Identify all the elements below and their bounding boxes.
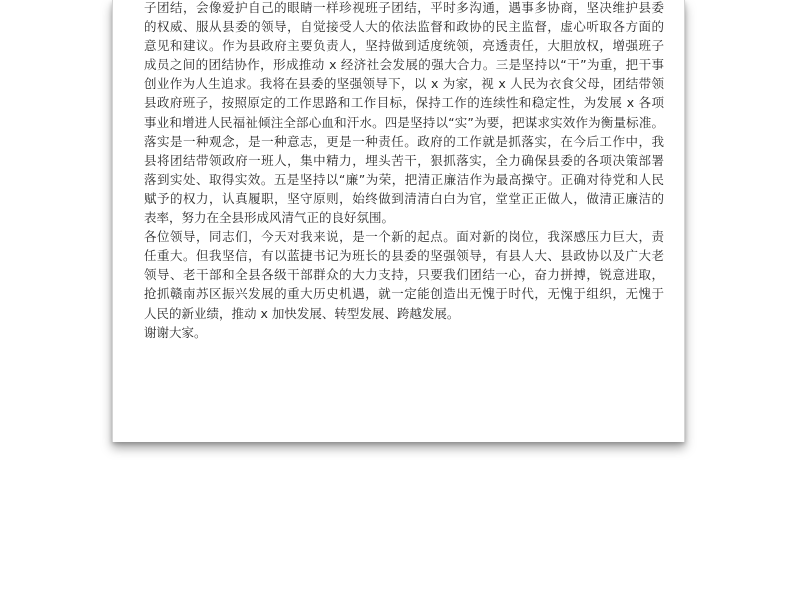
text-line: 谢谢大家。 [144,324,207,340]
text-line: 赋予的权力，认真履职，坚守原则，始终做到清清白白为官，堂堂正正做人，做清正廉洁的 [144,190,664,206]
text-line: 表率，努力在全县形成风清气正的良好氛围。 [144,210,395,226]
text-line: 子团结，会像爱护自己的眼睛一样珍视班子团结，平时多沟通，遇事多协商，坚决维护县委 [144,0,664,15]
text-line: 创业作为人生追求。我将在县委的坚强领导下，以 x 为家，视 x 人民为衣食父母，团结带领 [144,76,664,92]
document-body [144,0,664,342]
text-line: 人民的新业绩，推动 x 加快发展、转型发展、跨越发展。 [144,305,460,321]
text-line: 落实是一种观念，是一种意志，更是一种责任。政府的工作就是抓落实，在今后工作中，我 [144,133,664,149]
text-line: 意见和建议。作为县政府主要负责人，坚持做到适度统领，亮透责任，大胆放权，增强班子 [144,38,664,54]
text-line: 任重大。但我坚信，有以蓝捷书记为班长的县委的坚强领导，有县人大、县政协以及广大老 [144,248,664,264]
text-line: 的权威、服从县委的领导，自觉接受人大的依法监督和政协的民主监督，虚心听取各方面的 [144,19,664,35]
text-line: 落到实处、取得实效。五是坚持以“廉”为荣，把清正廉洁作为最高操守。正确对待党和人民 [144,171,664,187]
text-line: 事业和增进人民福祉倾注全部心血和汗水。四是坚持以“实”为要，把谋求实效作为衡量标准。 [144,114,664,130]
text-line: 领导、老干部和全县各级干部群众的大力支持，只要我们团结一心，奋力拼搏，锐意进取， [144,267,664,283]
document-page [112,0,685,442]
text-line: 成员之间的团结协作，形成推动 x 经济社会发展的强大合力。三是坚持以“干”为重，把干事 [144,57,664,73]
text-line: 县政府班子，按照原定的工作思路和工作目标，保持工作的连续性和稳定性，为发展 x 各项 [144,95,664,111]
text-line: 各位领导，同志们，今天对我来说，是一个新的起点。面对新的岗位，我深感压力巨大，责 [144,229,664,245]
text-line: 抢抓赣南苏区振兴发展的重大历史机遇，就一定能创造出无愧于时代，无愧于组织，无愧于 [144,286,664,302]
text-line: 县将团结带领政府一班人，集中精力，埋头苦干，狠抓落实，全力确保县委的各项决策部署 [144,152,664,168]
